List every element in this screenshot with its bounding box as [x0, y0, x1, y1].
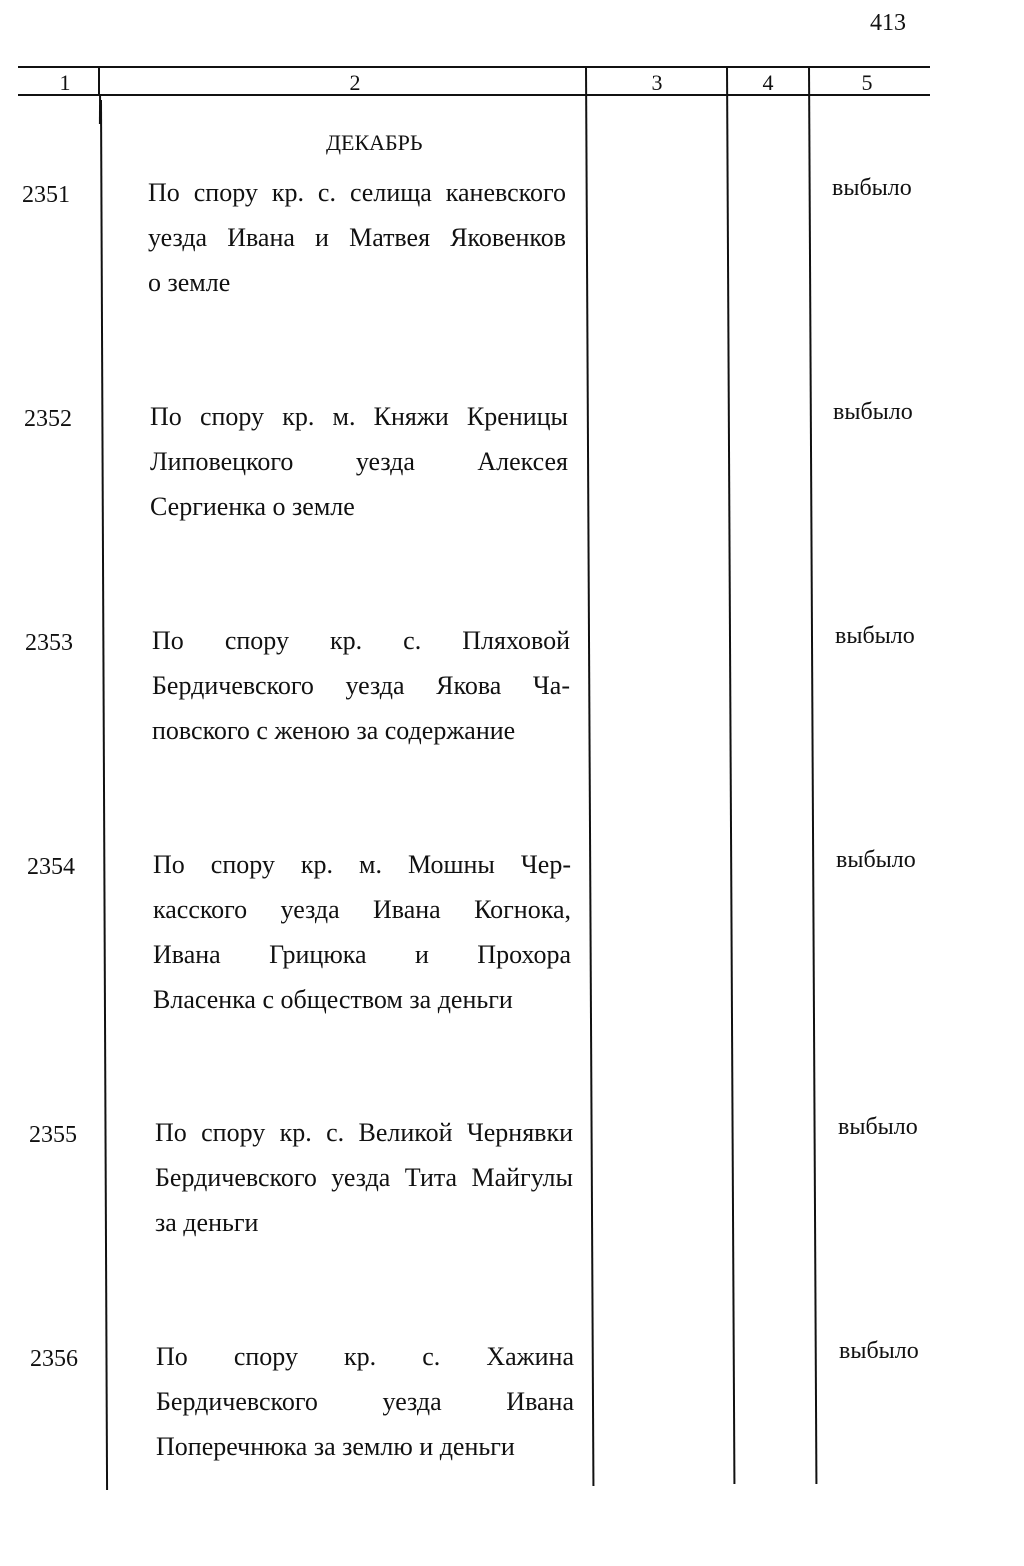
entry-line: По спору кр. м. Княжи Креницы [150, 402, 568, 431]
entry-line: Липовецкого уезда Алексея [150, 447, 568, 476]
header-bottom-rule [18, 94, 930, 96]
entry-line: По спору кр. с. Великой Чернявки [155, 1118, 573, 1147]
entry-status: выбыло [832, 175, 912, 201]
column-divider-4 [808, 66, 817, 1484]
entry-status: выбыло [839, 1338, 919, 1364]
entry-number: 2355 [29, 1122, 77, 1148]
entry-text [153, 842, 571, 1022]
header-top-rule [18, 66, 930, 68]
column-header-1: 1 [59, 70, 71, 95]
entry-line: По спору кр. с. Хажина [156, 1342, 574, 1371]
entry-line: Власенка с обществом за деньги [153, 985, 513, 1014]
column-header-4: 4 [762, 70, 774, 95]
entry-text [148, 170, 566, 305]
entry-status: выбыло [833, 399, 913, 425]
entry-status: выбыло [836, 847, 916, 873]
month-heading: ДЕКАБРЬ [326, 130, 423, 155]
column-header-2: 2 [349, 70, 361, 95]
entry-line: уезда Ивана и Матвея Яковенков [148, 223, 566, 252]
entry-line: Бердичевского уезда Ивана [156, 1387, 574, 1416]
entry-number: 2352 [24, 406, 72, 432]
entry-line: Ивана Грицюка и Прохора [153, 940, 571, 969]
column-divider-1 [98, 66, 100, 96]
entry-status: выбыло [838, 1114, 918, 1140]
entry-line: о земле [148, 268, 231, 297]
entry-line: касского уезда Ивана Когнока, [153, 895, 571, 924]
entry-line: По спору кр. м. Мошны Чер- [153, 850, 571, 879]
entry-status: выбыло [835, 623, 915, 649]
column-header-3: 3 [651, 70, 663, 95]
entry-line: По спору кр. с. селища каневского [148, 178, 566, 207]
column-divider-1-main [100, 100, 108, 1490]
entry-line: Бердичевского уезда Якова Ча- [152, 671, 570, 700]
entry-text [156, 1334, 574, 1469]
entry-line: Поперечнюка за землю и деньги [156, 1432, 515, 1461]
entry-number: 2356 [30, 1346, 78, 1372]
entry-text [155, 1110, 573, 1245]
entry-line: Сергиенка о земле [150, 492, 355, 521]
column-divider-2 [585, 66, 594, 1486]
entry-text [150, 394, 568, 529]
entry-line: за деньги [155, 1208, 259, 1237]
column-divider-3 [726, 66, 735, 1484]
column-header-5: 5 [861, 70, 873, 95]
entry-line: По спору кр. с. Пляховой [152, 626, 570, 655]
entry-line: повского с женою за содержание [152, 716, 516, 745]
entry-number: 2354 [27, 854, 75, 880]
entry-number: 2353 [25, 630, 73, 656]
entry-line: Бердичевского уезда Тита Майгулы [155, 1163, 573, 1192]
entry-number: 2351 [22, 182, 70, 208]
entry-text [152, 618, 570, 753]
page-number: 413 [870, 10, 906, 36]
